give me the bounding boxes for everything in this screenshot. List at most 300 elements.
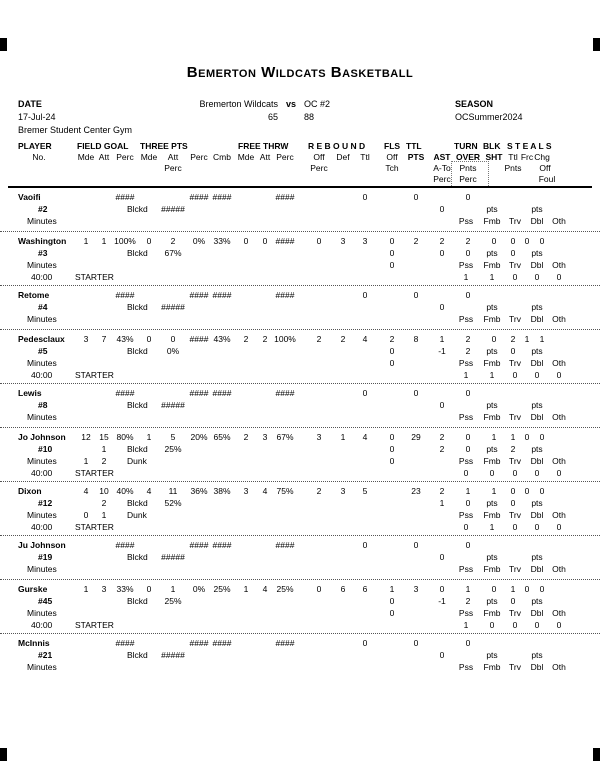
cell-ft_perc: #### [275,192,295,202]
player-name: Vaoifi [18,192,41,202]
cell-c5: Oth [552,608,566,618]
cell-blckd: Blckd [127,498,148,508]
text-line [0,551,600,563]
cell-tp_mde: 1 [146,432,152,442]
player-row-washington [0,232,600,286]
table-header [0,140,600,186]
cell-c2: Fmb [483,358,501,368]
cell-c5: Oth [552,260,566,270]
text-line [0,333,600,345]
cell-fg_att: 15 [99,432,109,442]
cell-fg_perc: #### [115,192,135,202]
cell-fls: 0 [389,444,395,454]
cell-ft_perc: #### [275,236,295,246]
cell-fg_att: 7 [101,334,107,344]
cell-c4: 0 [534,468,540,478]
cell-over: 2 [465,334,471,344]
text-line [0,649,600,661]
player-name: Pedesclaux [18,334,65,344]
header-fg_mde: Mde [77,152,95,162]
cell-c1: Pss [458,260,474,270]
cell-tp_att: 1 [170,584,176,594]
cell-fls: 0 [389,608,395,618]
text-line [0,661,600,673]
player-number: #19 [38,552,53,562]
cell-rb_off: 2 [316,486,322,496]
text-line [0,173,600,185]
cell-fg_perc: #### [115,638,135,648]
cell-over: 0 [465,540,471,550]
starter-label: STARTER [75,522,114,532]
cell-c2: pts [486,444,498,454]
cell-st_ttl: 1 [510,584,516,594]
cell-ast: 0 [439,204,445,214]
cell-fg_mde: 0 [83,510,89,520]
cell-st_ttl: 0 [510,486,516,496]
header-off2: Off [539,163,551,173]
cell-rb_ttl: 4 [362,432,368,442]
cell-over: 1 [465,486,471,496]
cell-ft_mde: 2 [243,334,249,344]
player-number: #12 [38,498,53,508]
cell-blckd: Blckd [127,596,148,606]
cell-rb_def: 1 [340,432,346,442]
cell-tp_att: 2 [170,236,176,246]
cell-over: 0 [465,638,471,648]
cell-fg_mde: 12 [81,432,91,442]
cell-fg_att: 1 [101,236,107,246]
away-score: 88 [304,112,315,122]
minutes-label: Minutes [27,412,57,422]
cell-c1: Pss [458,564,474,574]
cell-c1: 1 [463,272,469,282]
cell-c3: Trv [509,314,521,324]
player-row-lewis [0,384,600,428]
cell-fg_att: 10 [99,486,109,496]
header-rb_off: Off [313,152,325,162]
cell-ast: 1 [439,498,445,508]
cell-fg_perc: 80% [116,432,134,442]
text-line [0,411,600,423]
player-name: Ju Johnson [18,540,66,550]
header-ft_att: Att [259,152,271,162]
header-tp_perc: Perc [190,152,208,162]
minutes-value: 40:00 [31,272,53,282]
cell-tp_mde: 0 [146,334,152,344]
cell-ast: 0 [439,650,445,660]
cell-pts: 2 [413,236,419,246]
cell-c5: 0 [556,620,562,630]
cell-c4: Dbl [530,314,544,324]
cell-c5: Oth [552,662,566,672]
cell-c2: Fmb [483,456,501,466]
cell-c3: Trv [509,564,521,574]
cell-tp_cmb: #### [212,388,232,398]
player-number: #21 [38,650,53,660]
cell-c5: 0 [556,272,562,282]
cell-c2: Fmb [483,662,501,672]
cell-tp_mde: 0 [146,584,152,594]
text-line [0,607,600,619]
header-h_player: PLAYER [18,141,52,151]
cell-c2: pts [486,498,498,508]
cell-ft_perc: #### [275,638,295,648]
cell-blckd: Blckd [127,248,148,258]
cell-ast: 2 [439,444,445,454]
cell-c3: 0 [512,272,518,282]
minutes-value: 40:00 [31,522,53,532]
text-line [0,563,600,575]
starter-label: STARTER [75,370,114,380]
cell-c2: pts [486,346,498,356]
cell-rb_def: 2 [340,334,346,344]
cell-rb_ttl: 0 [362,638,368,648]
header-fls: Tch [385,163,399,173]
cell-c5: Oth [552,564,566,574]
cell-c1: Pss [458,216,474,226]
cell-tp_att: ##### [161,302,185,312]
player-row-mcinnis [0,634,600,677]
cell-c1: Pss [458,456,474,466]
header-fg_att: Att [98,152,110,162]
date-value: 17-Jul-24 [18,112,56,122]
cell-st_frc: 0 [524,584,530,594]
cell-st_frc: 0 [524,486,530,496]
cell-tp_perc: 0% [192,236,206,246]
minutes-label: Minutes [27,216,57,226]
cell-c2: pts [486,302,498,312]
registration-mark [0,38,7,51]
cell-fg_att: 2 [101,456,107,466]
cell-c4: Dbl [530,662,544,672]
cell-c1: Pss [458,358,474,368]
cell-tp_perc: #### [189,334,209,344]
cell-c1: Pss [458,510,474,520]
cell-blckd: Blckd [127,552,148,562]
text-line [0,399,600,411]
cell-ast: -1 [438,346,446,356]
cell-fg_perc: 40% [116,486,134,496]
minutes-value: 40:00 [31,370,53,380]
cell-c5: Oth [552,314,566,324]
cell-c4: pts [531,248,543,258]
cell-c4: 0 [534,620,540,630]
player-name: McInnis [18,638,50,648]
cell-c4: Dbl [530,456,544,466]
cell-c3: Trv [509,608,521,618]
cell-c1: Pss [458,662,474,672]
starter-label: STARTER [75,468,114,478]
header-over: Pnts [459,163,477,173]
cell-ft_perc: #### [275,290,295,300]
away-team: OC #2 [304,99,331,109]
cell-st_chg: 1 [539,334,545,344]
cell-c1: 0 [463,468,469,478]
cell-fg_att: 2 [101,498,107,508]
cell-over: 2 [465,346,471,356]
cell-c3: Trv [509,456,521,466]
cell-fls: 1 [389,584,395,594]
cell-ft_perc: #### [275,388,295,398]
cell-over: 0 [465,192,471,202]
cell-c4: pts [531,650,543,660]
header-h_ft: FREE THRW [238,141,289,151]
minutes-label: Minutes [27,510,57,520]
minutes-label: Minutes [27,608,57,618]
cell-st_chg: 0 [539,432,545,442]
home-score: 65 [267,112,278,122]
cell-c3: 0 [512,522,518,532]
cell-tp_cmb: 33% [213,236,231,246]
cell-fg_perc: 43% [116,334,134,344]
cell-c1: 1 [463,370,469,380]
text-line [0,247,600,259]
cell-c2: 1 [489,370,495,380]
text-line [0,583,600,595]
cell-pts: 23 [411,486,421,496]
cell-blckd: Blckd [127,650,148,660]
cell-tp_att: 25% [164,596,182,606]
text-line [0,619,600,631]
cell-ast: 0 [439,248,445,258]
cell-rb_off: 2 [316,334,322,344]
text-line [0,271,600,283]
text-line [0,313,600,325]
cell-ft_mde: 2 [243,432,249,442]
cell-tp_cmb: 43% [213,334,231,344]
cell-rb_off: 0 [316,236,322,246]
header-h_ttl: TTL [406,141,422,151]
header-rb_def: Def [336,152,350,162]
cell-c3: Trv [509,216,521,226]
cell-c1: Pss [458,608,474,618]
text-line [0,467,600,479]
cell-st_frc: 0 [524,236,530,246]
cell-blckd: Blckd [127,302,148,312]
player-number: #4 [38,302,48,312]
header-ast: AST [433,152,451,162]
cell-c4: pts [531,400,543,410]
home-team: Bremerton Wildcats [199,99,278,109]
player-row-vaoifi [0,188,600,232]
cell-over: 0 [465,444,471,454]
cell-rb_ttl: 3 [362,236,368,246]
cell-ft_mde: 0 [243,236,249,246]
cell-fls: 2 [389,334,395,344]
minutes-label: Minutes [27,314,57,324]
cell-c3: 0 [512,468,518,478]
text-line [0,387,600,399]
turnover-pnts-dotted-box [451,161,489,188]
cell-st_chg: 0 [539,584,545,594]
cell-c4: pts [531,302,543,312]
header-st_ttl: Pnts [504,163,522,173]
cell-blckd: Blckd [127,400,148,410]
cell-c2: Fmb [483,412,501,422]
cell-blckd: Dunk [127,456,147,466]
cell-rb_def: 3 [340,236,346,246]
cell-tp_perc: #### [189,638,209,648]
cell-c2: 1 [489,272,495,282]
player-row-jo-johnson [0,428,600,482]
header-sht: SHT [485,152,503,162]
header-over: OVER [455,152,481,162]
cell-over: 0 [465,290,471,300]
cell-ast: 2 [439,432,445,442]
header-st_chg: Chg [534,152,550,162]
player-name: Lewis [18,388,42,398]
cell-tp_perc: #### [189,192,209,202]
player-number: #8 [38,400,48,410]
cell-c2: pts [486,596,498,606]
cell-sht: 1 [491,432,497,442]
cell-c4: Dbl [530,564,544,574]
cell-c4: 0 [534,370,540,380]
cell-c4: 0 [534,272,540,282]
cell-c2: Fmb [483,510,501,520]
cell-tp_cmb: 38% [213,486,231,496]
cell-c2: pts [486,400,498,410]
cell-st_chg: 0 [539,486,545,496]
cell-ast: 1 [439,334,445,344]
player-name: Dixon [18,486,42,496]
cell-fls: 0 [389,248,395,258]
cell-fg_mde: 1 [83,584,89,594]
date-label: DATE [18,99,42,109]
cell-rb_ttl: 4 [362,334,368,344]
cell-c4: pts [531,552,543,562]
cell-ft_att: 4 [262,486,268,496]
header-st_ttl: Ttl [508,152,518,162]
cell-st_ttl: 0 [510,248,516,258]
cell-fls: 0 [389,596,395,606]
cell-st_chg: 0 [539,236,545,246]
minutes-value: 40:00 [31,620,53,630]
minutes-label: Minutes [27,564,57,574]
cell-tp_att: 11 [168,486,178,496]
player-name: Gurske [18,584,48,594]
player-row-gurske [0,580,600,634]
cell-fls: 0 [389,236,395,246]
minutes-label: Minutes [27,260,57,270]
cell-pts: 0 [413,540,419,550]
cell-fg_perc: 100% [114,236,136,246]
text-line [0,637,600,649]
cell-rb_def: 3 [340,486,346,496]
cell-c5: Oth [552,216,566,226]
cell-fg_perc: #### [115,540,135,550]
player-row-retome [0,286,600,330]
cell-c5: Oth [552,412,566,422]
text-line [0,357,600,369]
player-number: #2 [38,204,48,214]
cell-tp_perc: #### [189,388,209,398]
cell-pts: 0 [413,290,419,300]
cell-blckd: Blckd [127,204,148,214]
cell-fg_att: 1 [101,510,107,520]
cell-st_frc: 1 [524,334,530,344]
cell-c4: Dbl [530,510,544,520]
cell-sht: 0 [491,584,497,594]
header-foul: Foul [538,174,556,184]
cell-st_ttl: 1 [510,432,516,442]
cell-tp_att: ##### [161,204,185,214]
cell-fls: 0 [389,346,395,356]
text-line [0,259,600,271]
cell-fg_perc: #### [115,388,135,398]
cell-c2: Fmb [483,564,501,574]
player-number: #45 [38,596,53,606]
cell-ft_perc: 75% [276,486,294,496]
cell-c2: 0 [489,468,495,478]
player-number: #10 [38,444,53,454]
header-rb_ttl: Ttl [360,152,370,162]
cell-pts: 0 [413,388,419,398]
cell-c2: Fmb [483,608,501,618]
cell-c2: Fmb [483,260,501,270]
cell-blckd: Blckd [127,444,148,454]
cell-c2: pts [486,552,498,562]
cell-fg_att: 1 [101,444,107,454]
cell-tp_cmb: 65% [213,432,231,442]
cell-tp_cmb: #### [212,192,232,202]
text-line [0,521,600,533]
cell-ast: 0 [439,584,445,594]
cell-c4: Dbl [530,358,544,368]
cell-st_ttl: 0 [510,596,516,606]
cell-tp_att: 52% [164,498,182,508]
cell-rb_ttl: 0 [362,388,368,398]
cell-ast: 2 [439,236,445,246]
cell-c3: 0 [512,370,518,380]
player-name: Retome [18,290,50,300]
registration-mark [593,38,600,51]
cell-ft_perc: 100% [274,334,296,344]
cell-tp_perc: 0% [192,584,206,594]
text-line [0,289,600,301]
cell-pts: 8 [413,334,419,344]
cell-fg_perc: #### [115,290,135,300]
cell-over: 2 [465,596,471,606]
cell-fls: 0 [389,456,395,466]
cell-tp_att: ##### [161,552,185,562]
cell-fg_mde: 1 [83,456,89,466]
text-line [0,369,600,381]
header-tp_att: Att [167,152,179,162]
text-line [0,431,600,443]
cell-c4: Dbl [530,260,544,270]
cell-c4: pts [531,204,543,214]
text-line [0,595,600,607]
cell-ft_att: 0 [262,236,268,246]
cell-ft_perc: 25% [276,584,294,594]
cell-c5: 0 [556,522,562,532]
cell-tp_att: 0% [166,346,180,356]
cell-c2: Fmb [483,216,501,226]
cell-rb_ttl: 0 [362,192,368,202]
registration-mark [593,748,600,761]
cell-tp_att: ##### [161,400,185,410]
minutes-value: 40:00 [31,468,53,478]
player-row-pedesclaux [0,330,600,384]
header-tp_cmb: Cmb [213,152,231,162]
cell-st_ttl: 0 [510,498,516,508]
cell-blckd: Dunk [127,510,147,520]
player-name: Jo Johnson [18,432,66,442]
header-h_steals: S T E A L S [507,141,552,151]
cell-c4: Dbl [530,216,544,226]
cell-tp_att: 0 [170,334,176,344]
